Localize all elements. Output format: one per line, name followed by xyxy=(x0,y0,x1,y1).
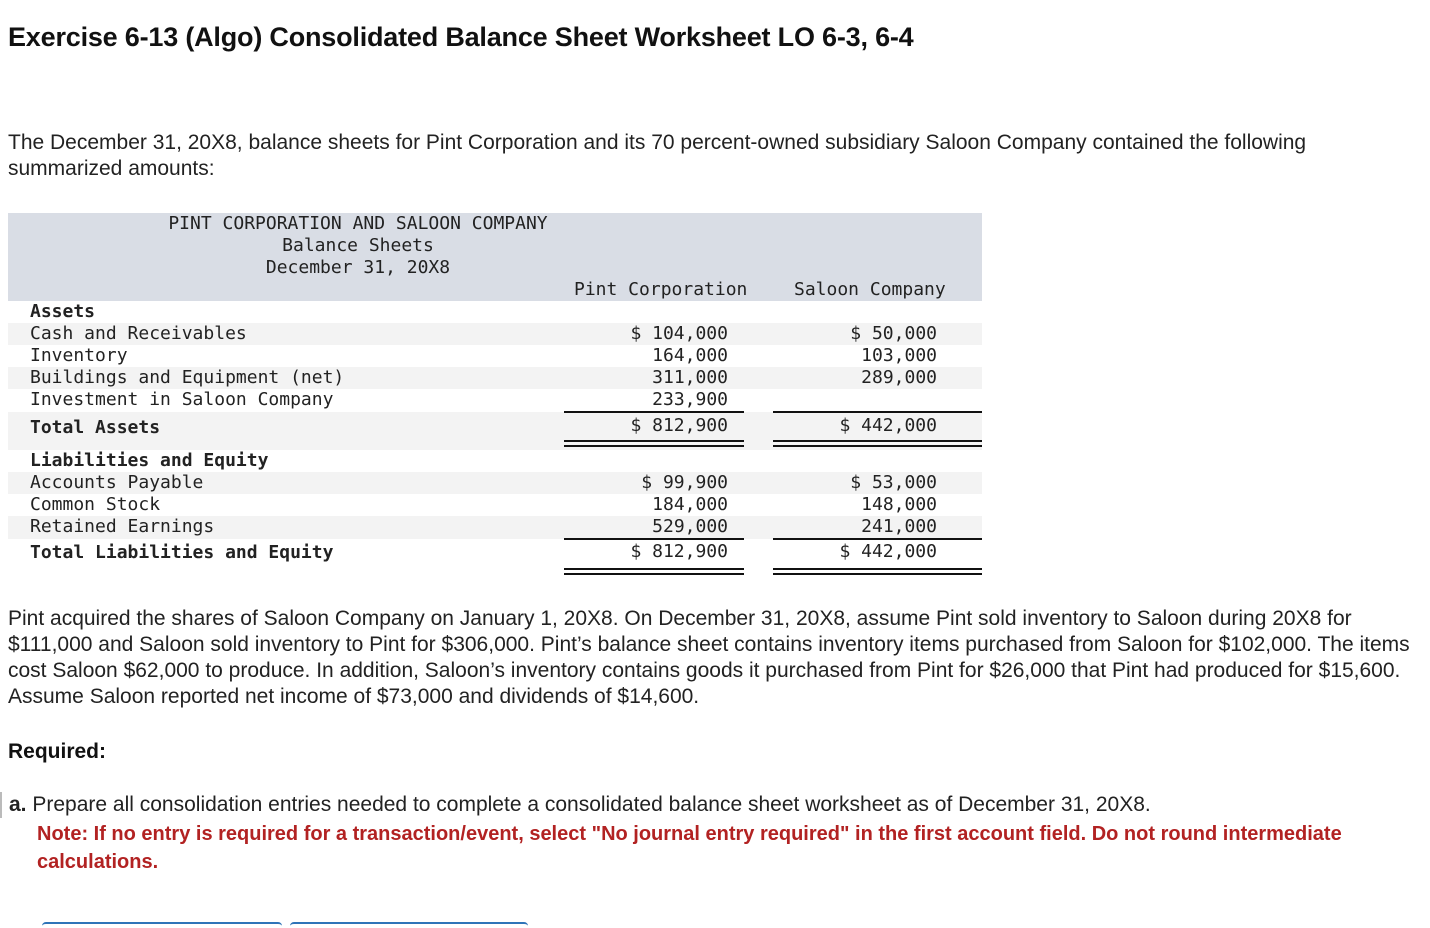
saloon-value: 289,000 xyxy=(861,367,937,388)
problem-paragraph: Pint acquired the shares of Saloon Company on January 1, 20X8. On December 31, 20X8, assume Pint sold inventory to Saloon during 20X8 for $111,000 and Saloon sold inventory to Pint for $306,000. Pint’s balance sheet contains inventory items purchased from Saloon for $102,000. The items cost Saloon $62,000 to produce. In addition, Saloon’s inventory contains goods it purchased from Pint for $26,000 that Pint had produced for $15,600. Assume Saloon reported net income of $73,000 and dividends of $14,600. xyxy=(8,607,1410,708)
column-header-saloon: Saloon Company xyxy=(794,279,946,300)
answer-tab[interactable] xyxy=(42,922,282,928)
pint-value: $ 99,900 xyxy=(641,472,728,493)
total-double-rule xyxy=(773,440,982,447)
required-heading: Required: xyxy=(8,740,107,763)
saloon-value: $ 50,000 xyxy=(850,323,937,344)
table-header xyxy=(8,213,982,301)
part-a-instruction xyxy=(0,792,1419,818)
section-row-assets xyxy=(8,301,982,323)
saloon-value: 148,000 xyxy=(861,494,937,515)
row-label: Investment in Saloon Company xyxy=(30,389,334,410)
pint-value: 233,900 xyxy=(652,389,728,410)
row-label: Inventory xyxy=(30,345,128,366)
part-a-note: Note: If no entry is required for a transaction/event, select "No journal entry required" in the first account field. Do not round intermediate calculations. xyxy=(37,823,1342,873)
table-heading-company: PINT CORPORATION AND SALOON COMPANY xyxy=(168,213,548,234)
table-heading-statement: Balance Sheets xyxy=(282,235,434,256)
total-liabilities-row xyxy=(8,539,982,577)
part-a-text: Prepare all consolidation entries needed to complete a consolidated balance sheet worksheet as of December 31, 20X8. xyxy=(32,793,1151,816)
row-label: Total Assets xyxy=(30,417,161,438)
section-label: Assets xyxy=(30,301,96,322)
table-row xyxy=(8,494,982,516)
row-label: Buildings and Equipment (net) xyxy=(30,367,345,388)
intro-text: The December 31, 20X8, balance sheets for Pint Corporation and its 70 percent-owned subsidiary Saloon Company contained the following summarized amounts: xyxy=(8,131,1307,180)
table-row xyxy=(8,472,982,494)
row-label: Accounts Payable xyxy=(30,472,204,493)
pint-value: 311,000 xyxy=(652,367,728,388)
row-label: Cash and Receivables xyxy=(30,323,247,344)
saloon-value: $ 442,000 xyxy=(839,541,937,562)
table-row xyxy=(8,367,982,389)
section-row-liabilities xyxy=(8,450,982,472)
pint-value: 184,000 xyxy=(652,494,728,515)
pint-value: $ 812,900 xyxy=(630,541,728,562)
answer-tab[interactable] xyxy=(290,922,528,928)
table-row xyxy=(8,345,982,367)
balance-sheet-table xyxy=(8,213,982,577)
pint-value: $ 104,000 xyxy=(630,323,728,344)
page-title: Exercise 6-13 (Algo) Consolidated Balance Sheet Worksheet LO 6-3, 6-4 xyxy=(8,22,914,52)
saloon-value: $ 53,000 xyxy=(850,472,937,493)
table-heading-date: December 31, 20X8 xyxy=(265,257,451,278)
saloon-value: 241,000 xyxy=(861,516,937,537)
saloon-value: $ 442,000 xyxy=(839,415,937,436)
total-double-rule xyxy=(564,568,744,575)
part-a-marker: a. xyxy=(9,793,27,816)
row-label: Total Liabilities and Equity xyxy=(30,542,334,563)
section-label: Liabilities and Equity xyxy=(30,450,269,471)
pint-value: 164,000 xyxy=(652,345,728,366)
total-double-rule xyxy=(564,440,744,447)
saloon-value: 103,000 xyxy=(861,345,937,366)
total-double-rule xyxy=(773,568,982,575)
total-assets-row xyxy=(8,412,982,450)
pint-value: $ 812,900 xyxy=(630,415,728,436)
row-label: Common Stock xyxy=(30,494,161,515)
table-row xyxy=(8,323,982,345)
column-header-pint: Pint Corporation xyxy=(574,279,748,300)
row-label: Retained Earnings xyxy=(30,516,215,537)
pint-value: 529,000 xyxy=(652,516,728,537)
